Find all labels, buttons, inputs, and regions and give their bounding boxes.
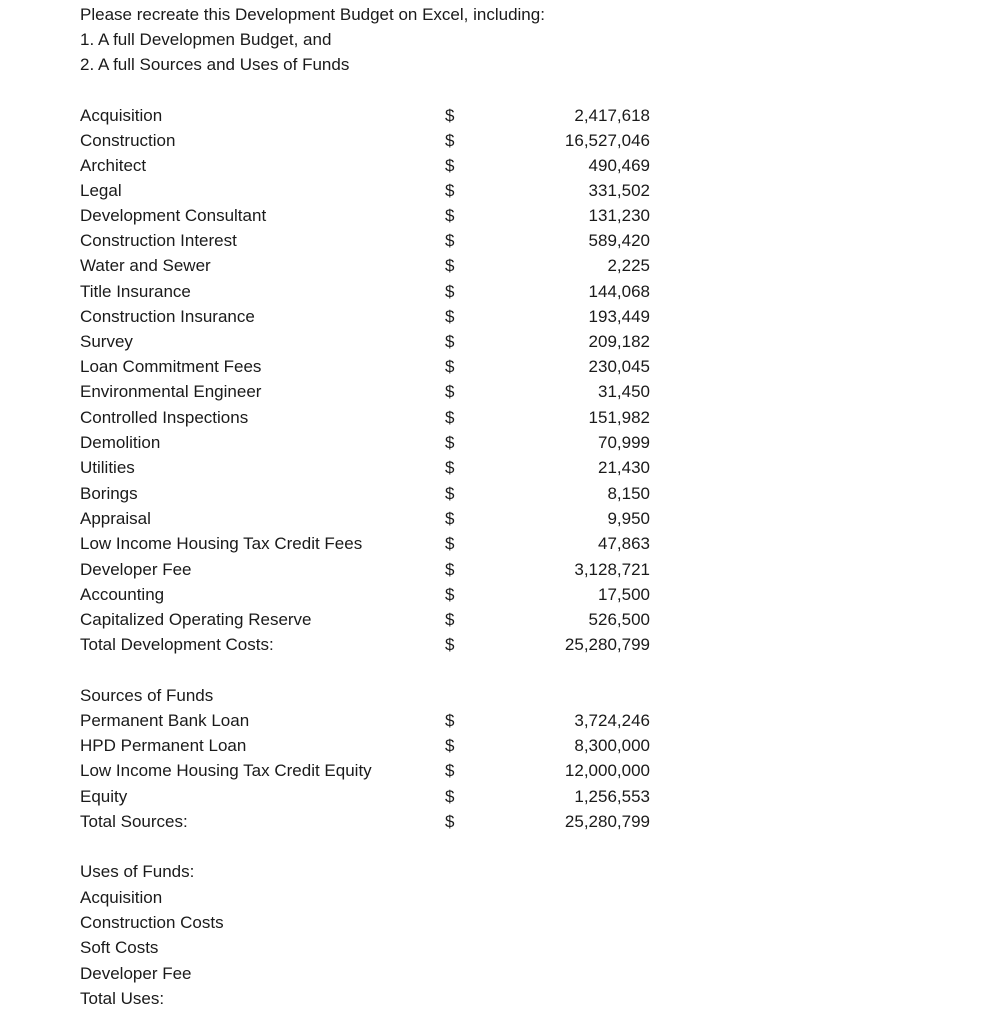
budget-total-value: 25,280,799 [564,635,650,654]
budget-row [80,153,660,178]
budget-label: Construction [80,131,176,150]
budget-row [80,128,660,153]
budget-row [80,304,660,329]
currency-symbol: $ [445,812,455,831]
instruction-line-2 [80,27,660,52]
budget-label: Survey [80,332,133,351]
budget-value: 589,420 [588,231,650,250]
budget-row [80,582,660,607]
budget-value: 2,225 [607,256,650,275]
uses-heading [80,859,660,884]
use-label: Soft Costs [80,938,159,957]
source-label: Equity [80,787,128,806]
source-value: 8,300,000 [574,736,650,755]
budget-total-label: Total Development Costs: [80,635,274,654]
budget-value: 193,449 [588,307,650,326]
budget-row [80,455,660,480]
uses-heading-text: Uses of Funds: [80,862,195,881]
use-row [80,961,660,986]
budget-label: Construction Interest [80,231,237,250]
budget-label: Demolition [80,433,161,452]
source-label: Low Income Housing Tax Credit Equity [80,761,372,780]
budget-label: Capitalized Operating Reserve [80,610,312,629]
sources-total-label: Total Sources: [80,812,188,831]
currency-symbol: $ [445,382,455,401]
currency-symbol: $ [445,131,455,150]
budget-label: Low Income Housing Tax Credit Fees [80,534,363,553]
budget-value: 526,500 [588,610,650,629]
currency-symbol: $ [445,560,455,579]
use-row [80,885,660,910]
budget-row [80,329,660,354]
budget-row [80,279,660,304]
currency-symbol: $ [445,736,455,755]
currency-symbol: $ [445,433,455,452]
currency-symbol: $ [445,787,455,806]
budget-value: 144,068 [588,282,650,301]
budget-row [80,379,660,404]
currency-symbol: $ [445,282,455,301]
source-value: 3,724,246 [574,711,650,730]
source-label: HPD Permanent Loan [80,736,247,755]
budget-row [80,178,660,203]
budget-label: Acquisition [80,106,163,125]
budget-value: 209,182 [588,332,650,351]
budget-label: Loan Commitment Fees [80,357,262,376]
source-label: Permanent Bank Loan [80,711,250,730]
budget-label: Environmental Engineer [80,382,262,401]
currency-symbol: $ [445,711,455,730]
budget-label: Developer Fee [80,560,192,579]
budget-label: Appraisal [80,509,151,528]
budget-value: 131,230 [588,206,650,225]
source-row [80,733,660,758]
budget-value: 47,863 [598,534,650,553]
use-label: Acquisition [80,888,163,907]
currency-symbol: $ [445,357,455,376]
sources-total-value: 25,280,799 [564,812,650,831]
budget-label: Legal [80,181,122,200]
currency-symbol: $ [445,484,455,503]
budget-label: Title Insurance [80,282,191,301]
budget-value: 16,527,046 [564,131,650,150]
budget-row [80,531,660,556]
instruction-text: Please recreate this Development Budget on Excel, including: [80,5,545,24]
currency-symbol: $ [445,231,455,250]
budget-value: 331,502 [588,181,650,200]
budget-label: Development Consultant [80,206,267,225]
budget-row [80,557,660,582]
budget-label: Borings [80,484,138,503]
use-row [80,935,660,960]
budget-value: 21,430 [598,458,650,477]
budget-value: 230,045 [588,357,650,376]
budget-label: Water and Sewer [80,256,211,275]
currency-symbol: $ [445,106,455,125]
instruction-line-1 [80,2,660,27]
budget-value: 9,950 [607,509,650,528]
currency-symbol: $ [445,509,455,528]
instruction-line-3 [80,52,660,77]
source-value: 1,256,553 [574,787,650,806]
budget-total-row [80,632,660,657]
budget-row [80,228,660,253]
currency-symbol: $ [445,256,455,275]
use-label: Construction Costs [80,913,224,932]
budget-value: 151,982 [588,408,650,427]
uses-total-label: Total Uses: [80,989,165,1008]
budget-value: 17,500 [598,585,650,604]
budget-row [80,481,660,506]
budget-row [80,405,660,430]
currency-symbol: $ [445,761,455,780]
budget-label: Utilities [80,458,135,477]
currency-symbol: $ [445,156,455,175]
budget-value: 490,469 [588,156,650,175]
budget-value: 70,999 [598,433,650,452]
sources-total-row [80,809,660,834]
use-row [80,910,660,935]
budget-label: Controlled Inspections [80,408,249,427]
currency-symbol: $ [445,635,455,654]
sources-heading [80,683,660,708]
budget-value: 8,150 [607,484,650,503]
instruction-text: 1. A full Developmen Budget, and [80,30,332,49]
currency-symbol: $ [445,408,455,427]
source-row [80,708,660,733]
currency-symbol: $ [445,610,455,629]
budget-value: 2,417,618 [574,106,650,125]
instruction-text: 2. A full Sources and Uses of Funds [80,55,350,74]
budget-row [80,354,660,379]
currency-symbol: $ [445,585,455,604]
budget-row [80,430,660,455]
source-value: 12,000,000 [564,761,650,780]
currency-symbol: $ [445,307,455,326]
uses-total-row [80,986,660,1011]
currency-symbol: $ [445,206,455,225]
budget-row [80,607,660,632]
budget-row [80,506,660,531]
currency-symbol: $ [445,534,455,553]
budget-label: Construction Insurance [80,307,255,326]
currency-symbol: $ [445,458,455,477]
budget-label: Accounting [80,585,165,604]
budget-label: Architect [80,156,147,175]
budget-value: 31,450 [598,382,650,401]
use-label: Developer Fee [80,964,192,983]
source-row [80,758,660,783]
currency-symbol: $ [445,181,455,200]
budget-row [80,103,660,128]
budget-row [80,253,660,278]
source-row [80,784,660,809]
budget-row [80,203,660,228]
currency-symbol: $ [445,332,455,351]
budget-value: 3,128,721 [574,560,650,579]
sources-heading-text: Sources of Funds [80,686,214,705]
